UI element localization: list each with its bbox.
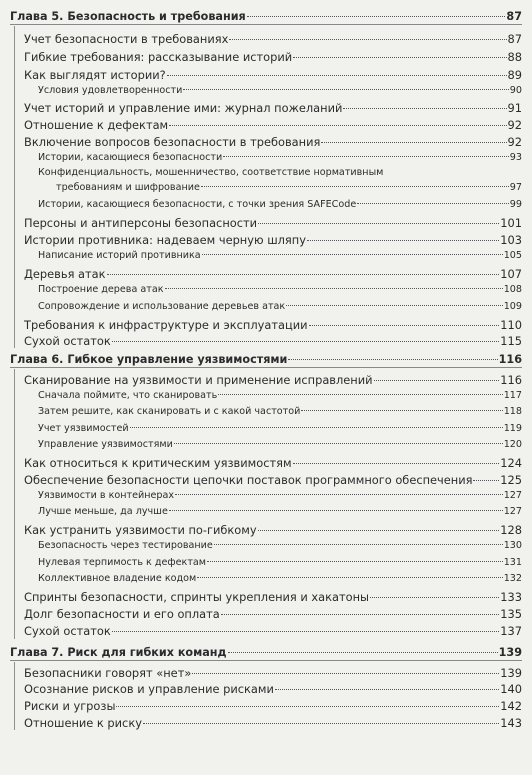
toc-page-number: 101 (500, 216, 522, 230)
toc-page-number: 137 (500, 624, 522, 638)
toc-page-number: 115 (500, 334, 522, 348)
toc-page-number: 139 (500, 666, 522, 680)
toc-entry (24, 666, 522, 680)
toc-page-number: 88 (507, 50, 522, 64)
toc-page-number: 125 (500, 473, 522, 487)
dot-leader (116, 706, 499, 707)
toc-entry-title: Уязвимости в контейнерах (38, 490, 175, 501)
toc-entry-title: Учет уязвимостей (38, 423, 129, 434)
toc-entry (24, 682, 522, 696)
dot-leader (169, 125, 506, 126)
toc-entry (24, 334, 522, 348)
toc-chapter (10, 353, 522, 367)
toc-page-number: 127 (503, 506, 522, 517)
toc-entry-title: Глава 6. Гибкое управление уязвимостями (10, 353, 288, 366)
toc-entry (38, 406, 522, 418)
dot-leader (228, 652, 498, 653)
dot-leader (143, 723, 499, 724)
dot-leader (207, 561, 503, 562)
toc-page-number: 118 (503, 406, 522, 417)
toc-entry (24, 233, 522, 247)
dot-leader (175, 494, 503, 495)
toc-page-number: 89 (507, 68, 522, 82)
toc-page-number: 139 (498, 646, 522, 659)
dot-leader (307, 240, 499, 241)
dot-leader (288, 359, 497, 360)
toc-page-number: 87 (507, 32, 522, 46)
toc-entry (38, 573, 522, 585)
toc-page-number: 91 (507, 101, 522, 115)
toc-entry (38, 284, 522, 296)
toc-entry-title: Истории, касающиеся безопасности (38, 152, 223, 163)
toc-entry (38, 390, 522, 402)
dot-leader (107, 274, 500, 275)
toc-entry (24, 716, 522, 730)
toc-entry (24, 50, 522, 64)
toc-entry (56, 182, 522, 194)
toc-page-number: 99 (509, 199, 522, 210)
toc-entry-title: Спринты безопасности, спринты укрепления и хакатоны (24, 590, 370, 604)
toc-entry (24, 68, 522, 82)
toc-page-number: 93 (509, 152, 522, 163)
toc-entry-title: Долг безопасности и его оплата (24, 607, 220, 621)
toc-page-number: 127 (503, 490, 522, 501)
toc-entry-title: Отношение к дефектам (24, 118, 169, 132)
dot-leader (229, 39, 506, 40)
toc-page-number: 132 (503, 573, 522, 584)
toc-entry (24, 607, 522, 621)
section-bracket (14, 662, 15, 730)
toc-entry (24, 456, 522, 470)
toc-entry (38, 301, 522, 313)
toc-page-number: 120 (503, 439, 522, 450)
toc-entry-title: Затем решите, как сканировать и с какой частотой (38, 406, 301, 417)
toc-entry-title: Глава 7. Риск для гибких команд (10, 646, 227, 659)
toc-entry-title: Глава 5. Безопасность и требования (10, 10, 246, 23)
toc-entry-title: Истории, касающиеся безопасности, с точки зрения SAFECode (38, 199, 357, 210)
toc-entry (38, 557, 522, 569)
toc-page-number: 90 (509, 85, 522, 96)
toc-entry (24, 32, 522, 46)
toc-entry (24, 101, 522, 115)
toc-entry (38, 167, 522, 179)
dot-leader (112, 341, 499, 342)
toc-entry-title: Персоны и антиперсоны безопасности (24, 216, 258, 230)
toc-entry (24, 318, 522, 332)
toc-entry-title: Управление уязвимостями (38, 439, 173, 450)
dot-leader (169, 510, 503, 511)
dot-leader (309, 325, 500, 326)
toc-page-number: 110 (500, 318, 522, 332)
toc-entry (38, 540, 522, 552)
dot-leader (197, 577, 502, 578)
dot-leader (321, 142, 506, 143)
chapter-rule (10, 367, 522, 368)
toc-entry-title: Сопровождение и использование деревьев атак (38, 301, 286, 312)
toc-entry (24, 624, 522, 638)
toc-entry (38, 85, 522, 97)
toc-entry-title: Истории противника: надеваем черную шляпу (24, 233, 306, 247)
toc-entry-title: Сухой остаток (24, 624, 111, 638)
dot-leader (473, 480, 499, 481)
toc-entry-title: Как относиться к критическим уязвимостям (24, 456, 292, 470)
dot-leader (293, 57, 506, 58)
dot-leader (214, 544, 503, 545)
toc-page-number: 116 (498, 353, 522, 366)
toc-page-number: 97 (509, 182, 522, 193)
dot-leader (183, 89, 508, 90)
toc-entry-title: Как выглядят истории? (24, 68, 166, 82)
toc-page-number: 130 (503, 540, 522, 551)
dot-leader (374, 380, 500, 381)
toc-page-number: 135 (500, 607, 522, 621)
toc-entry (24, 699, 522, 713)
toc-entry-title: Нулевая терпимость к дефектам (38, 557, 207, 568)
toc-page-number: 109 (503, 301, 522, 312)
dot-leader (301, 410, 502, 411)
toc-page-number: 92 (507, 135, 522, 149)
dot-leader (174, 443, 503, 444)
toc-entry (24, 216, 522, 230)
toc-page-number: 117 (503, 390, 522, 401)
chapter-rule (10, 660, 522, 661)
toc-entry-title: Безопасники говорят «нет» (24, 666, 192, 680)
dot-leader (223, 156, 509, 157)
dot-leader (202, 254, 503, 255)
dot-leader (221, 614, 500, 615)
dot-leader (130, 427, 503, 428)
section-bracket (14, 26, 15, 348)
dot-leader (112, 631, 499, 632)
toc-entry-title: Деревья атак (24, 267, 106, 281)
toc-chapter (10, 646, 522, 660)
toc-entry (24, 473, 522, 487)
toc-entry-title: Включение вопросов безопасности в требования (24, 135, 321, 149)
toc-page-number: 116 (500, 373, 522, 387)
toc-entry-title: Лучше меньше, да лучше (38, 506, 168, 517)
toc-entry-title: Учет безопасности в требованиях (24, 32, 229, 46)
dot-leader (165, 288, 503, 289)
toc-entry-title: Риски и угрозы (24, 699, 116, 713)
chapter-rule (10, 24, 522, 25)
toc-page-number: 119 (503, 423, 522, 434)
toc-entry-title: Осознание рисков и управление рисками (24, 682, 274, 696)
toc-page-number: 142 (500, 699, 522, 713)
dot-leader (258, 223, 499, 224)
toc-page-number: 124 (500, 456, 522, 470)
dot-leader (247, 16, 506, 17)
toc-entry-title: Написание историй противника (38, 250, 201, 261)
toc-page-number: 133 (500, 590, 522, 604)
toc-page-number: 105 (503, 250, 522, 261)
dot-leader (370, 597, 499, 598)
toc-entry (24, 118, 522, 132)
toc-entry-title: Сухой остаток (24, 334, 111, 348)
toc-page-number: 140 (500, 682, 522, 696)
toc-entry (24, 590, 522, 604)
toc-entry-title: Построение дерева атак (38, 284, 164, 295)
toc-entry (38, 423, 522, 435)
toc-entry-title: Конфиденциальность, мошенничество, соответствие нормативным (38, 167, 384, 178)
toc-page-number: 107 (500, 267, 522, 281)
toc-page-number: 131 (503, 557, 522, 568)
dot-leader (192, 673, 499, 674)
toc-entry (38, 490, 522, 502)
toc-entry-title: требованиям и шифрование (56, 182, 200, 193)
toc-page-number: 87 (506, 10, 522, 23)
dot-leader (275, 689, 499, 690)
toc-entry (38, 506, 522, 518)
toc-entry-title: Сначала поймите, что сканировать (38, 390, 218, 401)
toc-entry-title: Учет историй и управление ими: журнал пожеланий (24, 101, 343, 115)
toc-entry-title: Безопасность через тестирование (38, 540, 213, 551)
dot-leader (286, 305, 502, 306)
toc-entry (38, 439, 522, 451)
toc-entry (38, 199, 522, 211)
toc-page-number: 108 (503, 284, 522, 295)
dot-leader (293, 463, 500, 464)
toc-entry (24, 373, 522, 387)
toc-entry (24, 267, 522, 281)
toc-page-number: 92 (507, 118, 522, 132)
toc-entry (38, 250, 522, 262)
dot-leader (201, 186, 509, 187)
toc-entry (24, 523, 522, 537)
toc-entry (38, 152, 522, 164)
dot-leader (218, 394, 502, 395)
toc-entry-title: Требования к инфраструктуре и эксплуатации (24, 318, 308, 332)
toc-page-number: 143 (500, 716, 522, 730)
section-bracket (14, 369, 15, 639)
toc-entry-title: Обеспечение безопасности цепочки поставок программного обеспечения (24, 473, 473, 487)
toc-entry-title: Отношение к риску (24, 716, 142, 730)
toc-entry-title: Как устранить уязвимости по-гибкому (24, 523, 257, 537)
dot-leader (343, 108, 506, 109)
dot-leader (258, 530, 500, 531)
toc-chapter (10, 10, 522, 24)
dot-leader (167, 75, 507, 76)
toc-entry-title: Условия удовлетворенности (38, 85, 183, 96)
toc-page-number: 103 (500, 233, 522, 247)
dot-leader (357, 203, 509, 204)
toc-page-number: 128 (500, 523, 522, 537)
toc-entry-title: Коллективное владение кодом (38, 573, 197, 584)
toc-entry-title: Гибкие требования: рассказывание историй (24, 50, 293, 64)
toc-entry (24, 135, 522, 149)
toc-entry-title: Сканирование на уязвимости и применение исправлений (24, 373, 373, 387)
